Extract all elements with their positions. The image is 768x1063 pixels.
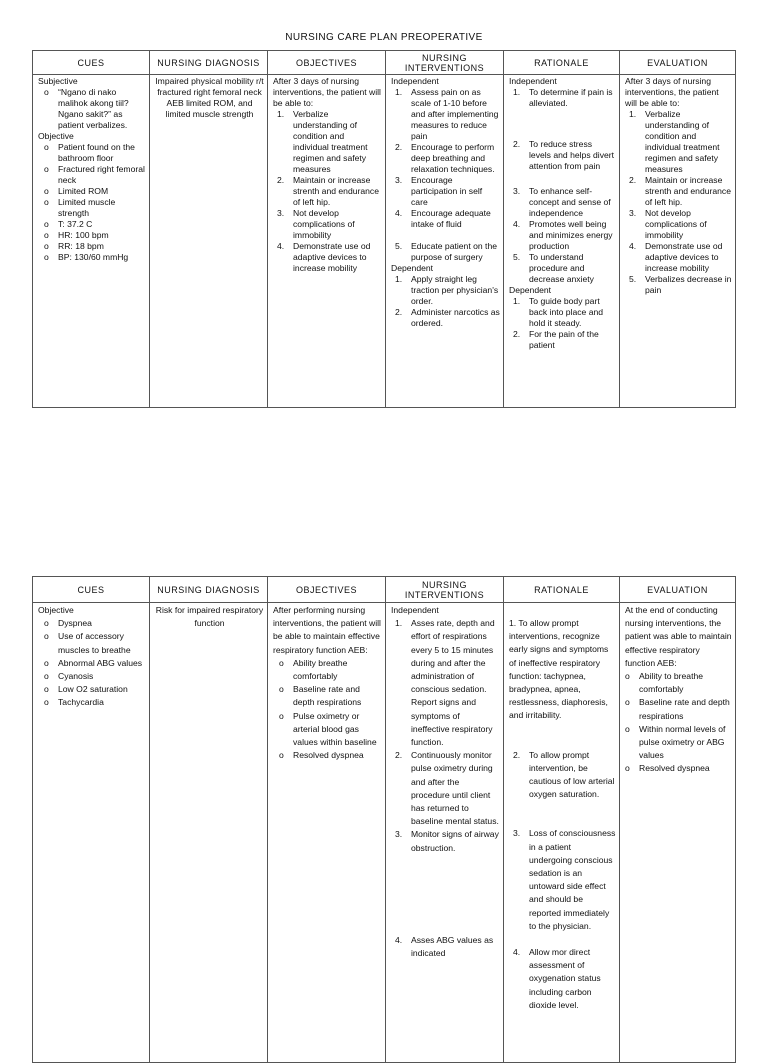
list-item: 2. To reduce stress levels and helps divert attention from pain bbox=[513, 139, 615, 171]
evaluation-intro: After 3 days of nursing interventions, the patient will be able to: bbox=[625, 76, 719, 108]
objective-list bbox=[38, 142, 146, 263]
header-cues: CUES bbox=[33, 577, 150, 603]
header-rationale: RATIONALE bbox=[504, 577, 620, 603]
header-nursing-diagnosis: NURSING DIAGNOSIS bbox=[150, 577, 268, 603]
evaluation-list bbox=[625, 109, 732, 296]
header-objectives: OBJECTIVES bbox=[268, 51, 386, 75]
header-nursing-interventions: NURSING INTERVENTIONS bbox=[386, 51, 504, 75]
subjective-label: Subjective bbox=[38, 76, 78, 86]
list-item: o Pulse oximetry or arterial blood gas values within baseline bbox=[279, 710, 382, 750]
list-item: o Resolved dyspnea bbox=[279, 749, 382, 762]
list-item: 1. Assess pain on as scale of 1-10 before and after implementing measures to reduce pain bbox=[395, 87, 499, 141]
list-item: 3. Not develop complications of immobility bbox=[629, 208, 707, 240]
list-item: 2. Maintain or increase strenth and endurance of left hip. bbox=[277, 175, 380, 207]
list-item: o Ability breathe comfortably bbox=[279, 657, 382, 683]
list-item: o Limited muscle strength bbox=[44, 197, 146, 219]
list-item: o Low O2 saturation bbox=[44, 683, 146, 696]
header-cues: CUES bbox=[33, 51, 150, 75]
document-title: NURSING CARE PLAN PREOPERATIVE bbox=[285, 32, 483, 43]
list-item: o “Ngano di nako malihok akong tiil? Ngano sakit?” as patient verbalizes. bbox=[44, 87, 146, 131]
list-item: o HR: 100 bpm bbox=[44, 230, 146, 241]
list-item: o Baseline rate and depth respirations bbox=[625, 696, 732, 722]
dependent-label: Dependent bbox=[391, 263, 434, 273]
list-item: 1. Verbalize understanding of condition and individual treatment regimen and safety measures bbox=[629, 109, 720, 174]
objective-label: Objective bbox=[38, 131, 74, 141]
objectives-intro: After 3 days of nursing interventions, the patient will be able to: bbox=[273, 76, 381, 108]
table-header-row bbox=[33, 577, 736, 603]
rationale-cell bbox=[504, 603, 620, 1063]
list-item: 3. Encourage participation in self care bbox=[395, 175, 483, 207]
header-nursing-interventions: NURSING INTERVENTIONS bbox=[386, 577, 504, 603]
evaluation-cell bbox=[620, 603, 736, 1063]
diagnosis-cell: Risk for impaired respiratory function bbox=[150, 603, 268, 1063]
list-item: o T: 37.2 C bbox=[44, 219, 146, 230]
list-item: 4. Demonstrate use od adaptive devices to increase mobility bbox=[277, 241, 371, 273]
care-plan-table-2 bbox=[32, 576, 736, 1063]
list-item: 2. Maintain or increase strenth and endurance of left hip. bbox=[629, 175, 732, 207]
table-row bbox=[33, 75, 736, 408]
header-evaluation: EVALUATION bbox=[620, 51, 736, 75]
subjective-list bbox=[38, 87, 146, 131]
list-item: 5. To understand procedure and decrease anxiety bbox=[513, 252, 594, 284]
list-item: o Baseline rate and depth respirations bbox=[279, 683, 382, 709]
objectives-cell bbox=[268, 75, 386, 408]
interventions-list bbox=[391, 617, 500, 960]
independent-label: Independent bbox=[391, 76, 439, 86]
cues-cell bbox=[33, 75, 150, 408]
list-item: 1. To determine if pain is alleviated. bbox=[513, 87, 613, 108]
list-item: 4. Asses ABG values as indicated bbox=[395, 934, 494, 959]
list-item: o Limited ROM bbox=[44, 186, 146, 197]
rationale-list bbox=[509, 749, 616, 1012]
evaluation-list bbox=[625, 670, 732, 776]
list-item: 1. Asses rate, depth and effort of respirations every 5 to 15 minutes during and after the administration of conscious sedation. Report signs and symptoms of ineffective respiratory function. bbox=[395, 618, 495, 748]
objectives-list bbox=[273, 657, 382, 763]
list-item: 2. To allow prompt intervention, be cautious of low arterial oxygen saturation. bbox=[513, 749, 615, 800]
interventions-cell bbox=[386, 75, 504, 408]
list-item: 5. Verbalizes decrease in pain bbox=[629, 274, 732, 295]
objective-label: Objective bbox=[38, 605, 74, 615]
list-item: o Cyanosis bbox=[44, 670, 146, 683]
list-item: 1. Verbalize understanding of condition and individual treatment regimen and safety measures bbox=[277, 109, 368, 174]
dependent-rationale-list bbox=[509, 296, 616, 351]
list-item: 3. Not develop complications of immobility bbox=[277, 208, 355, 240]
list-item: o Ability to breathe comfortably bbox=[625, 670, 732, 696]
list-item: 4. Encourage adequate intake of fluid bbox=[395, 208, 491, 229]
header-evaluation: EVALUATION bbox=[620, 577, 736, 603]
list-item: o Fractured right femoral neck bbox=[44, 164, 146, 186]
list-item: o Dyspnea bbox=[44, 617, 146, 630]
table-row bbox=[33, 603, 736, 1063]
list-item: 4. Allow mor direct assessment of oxygenation status including carbon dioxide level. bbox=[513, 947, 601, 1010]
rationale-cell bbox=[504, 75, 620, 408]
list-item: 1. Apply straight leg traction per physician's order. bbox=[395, 274, 499, 306]
independent-rationale-list bbox=[509, 87, 616, 285]
rationale-item-1: 1. To allow prompt interventions, recognize early signs and symptoms of ineffective respiratory function: tachypnea, bradypnea, apnea, restlessness, diaphoresis, and irritability. bbox=[509, 618, 609, 721]
list-item: 4. Demonstrate use od adaptive devices to increase mobility bbox=[629, 241, 723, 273]
list-item: 3. Monitor signs of airway obstruction. bbox=[395, 829, 499, 853]
list-item: o Within normal levels of pulse oximetry or ABG values bbox=[625, 723, 732, 763]
evaluation-intro: At the end of conducting nursing interventions, the patient was able to maintain effective respiratory function AEB: bbox=[625, 605, 732, 668]
list-item: 4. Promotes well being and minimizes energy production bbox=[513, 219, 613, 251]
list-item: o Patient found on the bathroom floor bbox=[44, 142, 146, 164]
dependent-label: Dependent bbox=[509, 285, 552, 295]
diagnosis-cell: Impaired physical mobility r/t fractured right femoral neck AEB limited ROM, and limited muscle strength bbox=[150, 75, 268, 408]
list-item: 2. Continuously monitor pulse oximetry during and after the procedure until client has returned to baseline mental status. bbox=[395, 750, 499, 827]
dependent-interventions-list bbox=[391, 274, 500, 329]
list-item: o Tachycardia bbox=[44, 696, 146, 709]
list-item: o BP: 130/60 mmHg bbox=[44, 252, 146, 263]
cues-cell bbox=[33, 603, 150, 1063]
objectives-intro: After performing nursing interventions, the patient will be able to maintain effective respiratory function AEB: bbox=[273, 605, 381, 655]
list-item: o RR: 18 bpm bbox=[44, 241, 146, 252]
independent-label: Independent bbox=[391, 605, 439, 615]
header-objectives: OBJECTIVES bbox=[268, 577, 386, 603]
independent-label: Independent bbox=[509, 76, 557, 86]
objectives-list bbox=[273, 109, 382, 274]
list-item: 5. Educate patient on the purpose of surgery bbox=[395, 241, 498, 262]
interventions-cell bbox=[386, 603, 504, 1063]
header-nursing-diagnosis: NURSING DIAGNOSIS bbox=[150, 51, 268, 75]
list-item: 2. Administer narcotics as ordered. bbox=[395, 307, 500, 328]
care-plan-table-1 bbox=[32, 50, 736, 408]
list-item: o Use of accessory muscles to breathe bbox=[44, 630, 146, 656]
list-item: 1. To guide body part back into place and hold it steady. bbox=[513, 296, 604, 328]
list-item: 3. To enhance self-concept and sense of independence bbox=[513, 186, 611, 218]
objective-list bbox=[38, 617, 146, 709]
list-item: o Resolved dyspnea bbox=[625, 762, 732, 775]
list-item: 3. Loss of consciousness in a patient undergoing conscious sedation is an untoward side effect and should be reported immediately to the physician. bbox=[513, 828, 616, 931]
independent-interventions-list bbox=[391, 87, 500, 263]
objectives-cell bbox=[268, 603, 386, 1063]
list-item: 2. Encourage to perform deep breathing and relaxation techniques. bbox=[395, 142, 495, 174]
table-header-row bbox=[33, 51, 736, 75]
evaluation-cell bbox=[620, 75, 736, 408]
list-item: 2. For the pain of the patient bbox=[513, 329, 599, 350]
list-item: o Abnormal ABG values bbox=[44, 657, 146, 670]
header-rationale: RATIONALE bbox=[504, 51, 620, 75]
